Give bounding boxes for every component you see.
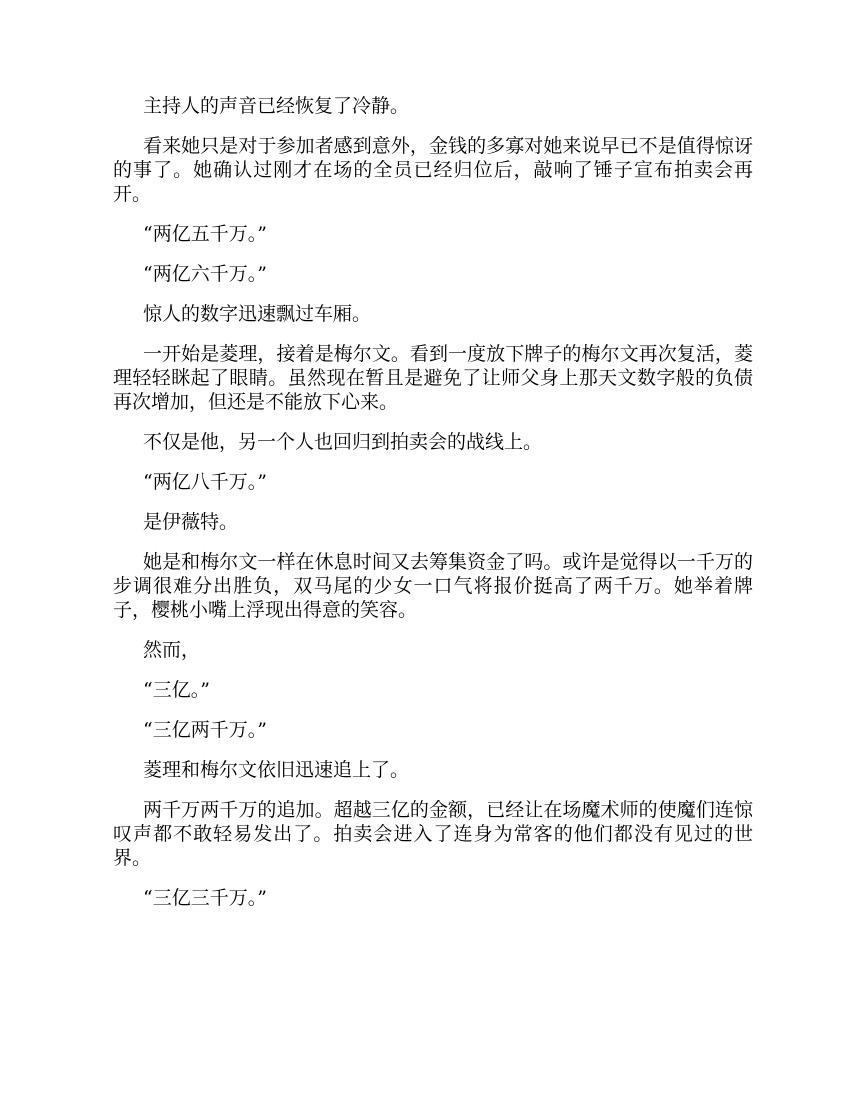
paragraph: 一开始是菱理，接着是梅尔文。看到一度放下牌子的梅尔文再次复活，菱理轻轻眯起了眼睛。虽然现在暂且是避免了让师父身上那天文数字般的负债再次增加，但还是不能放下心来。	[113, 343, 753, 413]
paragraph: 然而，	[143, 639, 201, 661]
paragraph: 两千万两千万的追加。超越三亿的金额，已经让在场魔术师的使魔们连惊叹声都不敢轻易发出了。拍卖会进入了连身为常客的他们都没有见过的世界。	[113, 799, 753, 869]
paragraph: “两亿八千万。”	[143, 471, 267, 493]
paragraph: “三亿两千万。”	[143, 719, 267, 741]
paragraph: 菱理和梅尔文依旧迅速追上了。	[143, 759, 410, 781]
paragraph: “两亿五千万。”	[143, 223, 267, 245]
paragraph: “两亿六千万。”	[143, 263, 267, 285]
paragraph: 看来她只是对于参加者感到意外，金钱的多寡对她来说早已不是值得惊讶的事了。她确认过刚才在场的全员已经归位后，敲响了锤子宣布拍卖会再开。	[113, 135, 753, 205]
paragraph: “三亿。”	[143, 679, 210, 701]
paragraph: 主持人的声音已经恢复了冷静。	[143, 95, 410, 117]
paragraph: 是伊薇特。	[143, 511, 239, 533]
paragraph: 她是和梅尔文一样在休息时间又去筹集资金了吗。或许是觉得以一千万的步调很难分出胜负，双马尾的少女一口气将报价挺高了两千万。她举着牌子，樱桃小嘴上浮现出得意的笑容。	[113, 551, 753, 621]
body-text	[113, 94, 753, 926]
paragraph: 惊人的数字迅速飘过车厢。	[143, 303, 372, 325]
paragraph: “三亿三千万。”	[143, 887, 267, 909]
paragraph: 不仅是他，另一个人也回归到拍卖会的战线上。	[143, 431, 543, 453]
